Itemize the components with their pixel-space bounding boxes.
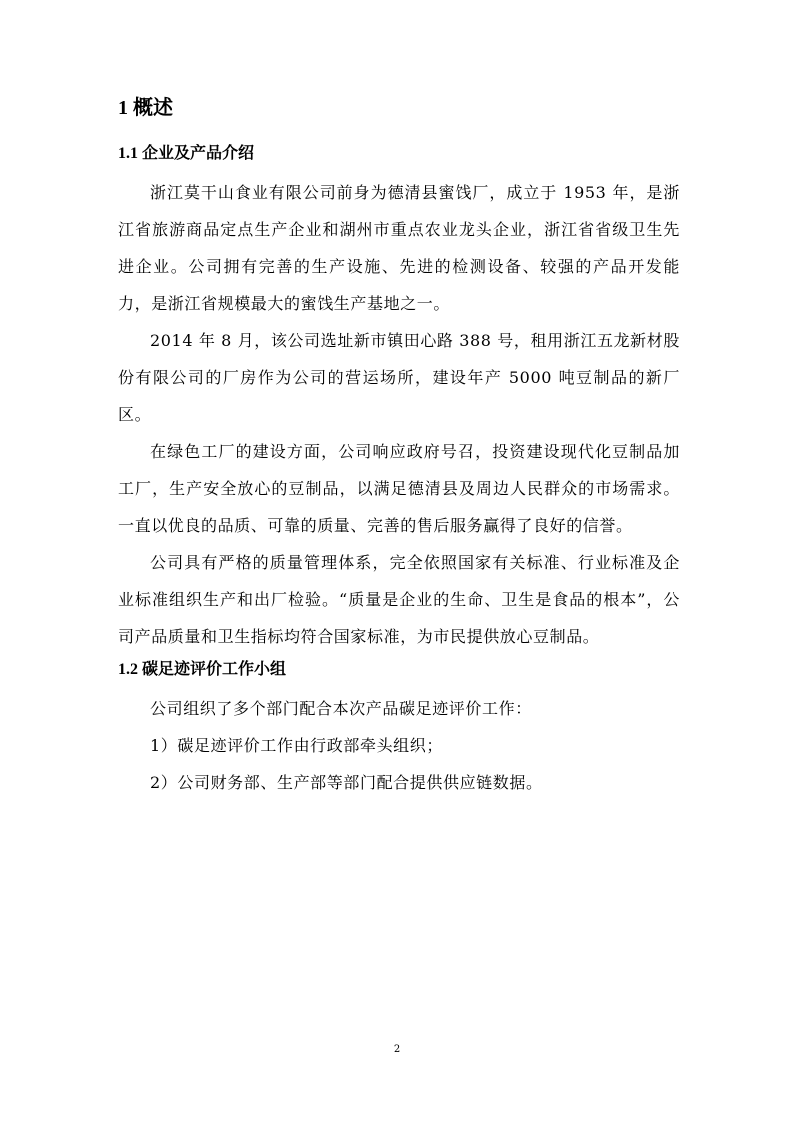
paragraph-quality-system: 公司具有严格的质量管理体系，完全依照国家有关标准、行业标准及企业标准组织生产和出厂检验。“质量是企业的生命、卫生是食品的根本”，公司产品质量和卫生指标均符合国家标准，为市民提供放心豆制品。 <box>118 553 680 646</box>
page-content <box>118 88 680 801</box>
page-number: 2 <box>393 1044 401 1055</box>
list-item-1: 1）碳足迹评价工作由行政部牵头组织； <box>150 736 443 755</box>
section-heading-1-1: 1.1 企业及产品介绍 <box>118 145 255 162</box>
paragraph-new-factory: 2014 年 8 月，该公司选址新市镇田心路 388 号，租用浙江五龙新材股份有限公司的厂房作为公司的营运场所，建设年产 5000 吨豆制品的新厂区。 <box>118 331 680 424</box>
chapter-heading: 1 概述 <box>118 97 173 119</box>
list-item-2: 2）公司财务部、生产部等部门配合提供供应链数据。 <box>150 773 543 792</box>
paragraph-green-factory: 在绿色工厂的建设方面，公司响应政府号召，投资建设现代化豆制品加工厂，生产安全放心的豆制品，以满足德清县及周边人民群众的市场需求。一直以优良的品质、可靠的质量、完善的售后服务赢得了良好的信誉。 <box>118 442 680 535</box>
paragraph-company-history: 浙江莫干山食业有限公司前身为德清县蜜饯厂，成立于 1953 年，是浙江省旅游商品定点生产企业和湖州市重点农业龙头企业，浙江省省级卫生先进企业。公司拥有完善的生产设施、先进的检测设备、较强的产品开发能力，是浙江省规模最大的蜜饯生产基地之一。 <box>118 183 680 313</box>
paragraph-working-group-intro: 公司组织了多个部门配合本次产品碳足迹评价工作： <box>150 699 532 718</box>
section-heading-1-2: 1.2 碳足迹评价工作小组 <box>118 661 287 678</box>
